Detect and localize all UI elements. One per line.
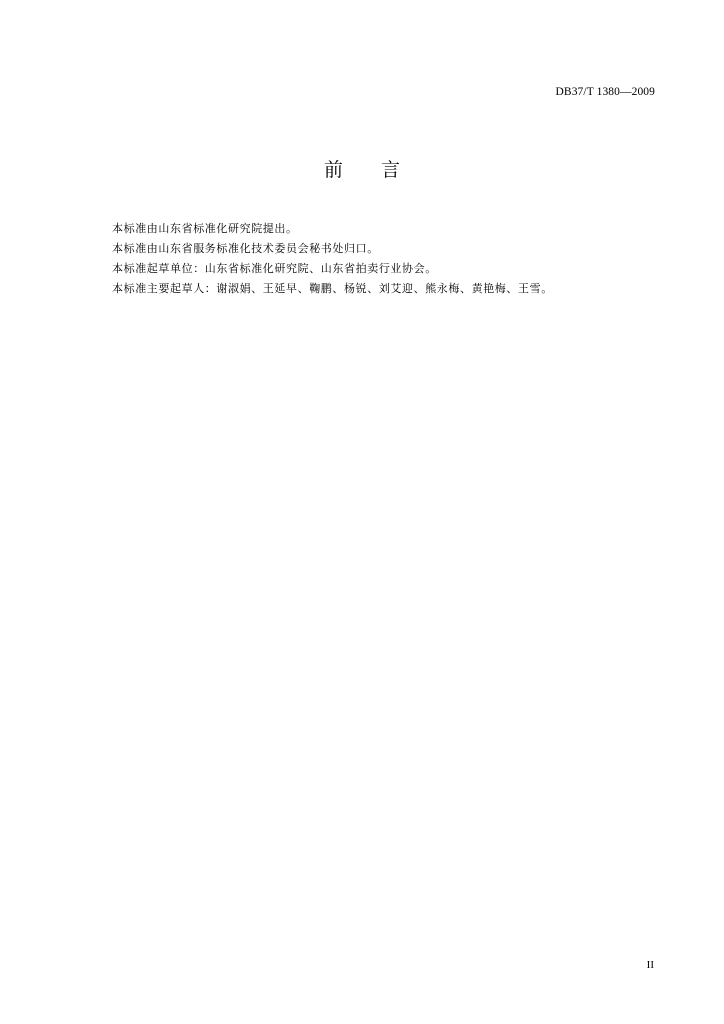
page-title [0, 155, 724, 182]
standard-code: DB37/T 1380—2009 [555, 86, 655, 98]
page-number: II [646, 959, 654, 971]
foreword-line-drafters: 本标准主要起草人：谢淑娟、王延早、鞠鹏、杨锐、刘艾迎、熊永梅、黄艳梅、王雪。 [112, 282, 553, 295]
title-char-1: 前 [323, 159, 343, 181]
foreword-body [112, 219, 553, 299]
foreword-line-centralized: 本标准由山东省服务标准化技术委员会秘书处归口。 [112, 242, 379, 255]
foreword-line-proposer: 本标准由山东省标准化研究院提出。 [112, 222, 298, 235]
foreword-line-drafting-units: 本标准起草单位：山东省标准化研究院、山东省拍卖行业协会。 [112, 262, 437, 275]
title-char-2: 言 [381, 159, 401, 181]
